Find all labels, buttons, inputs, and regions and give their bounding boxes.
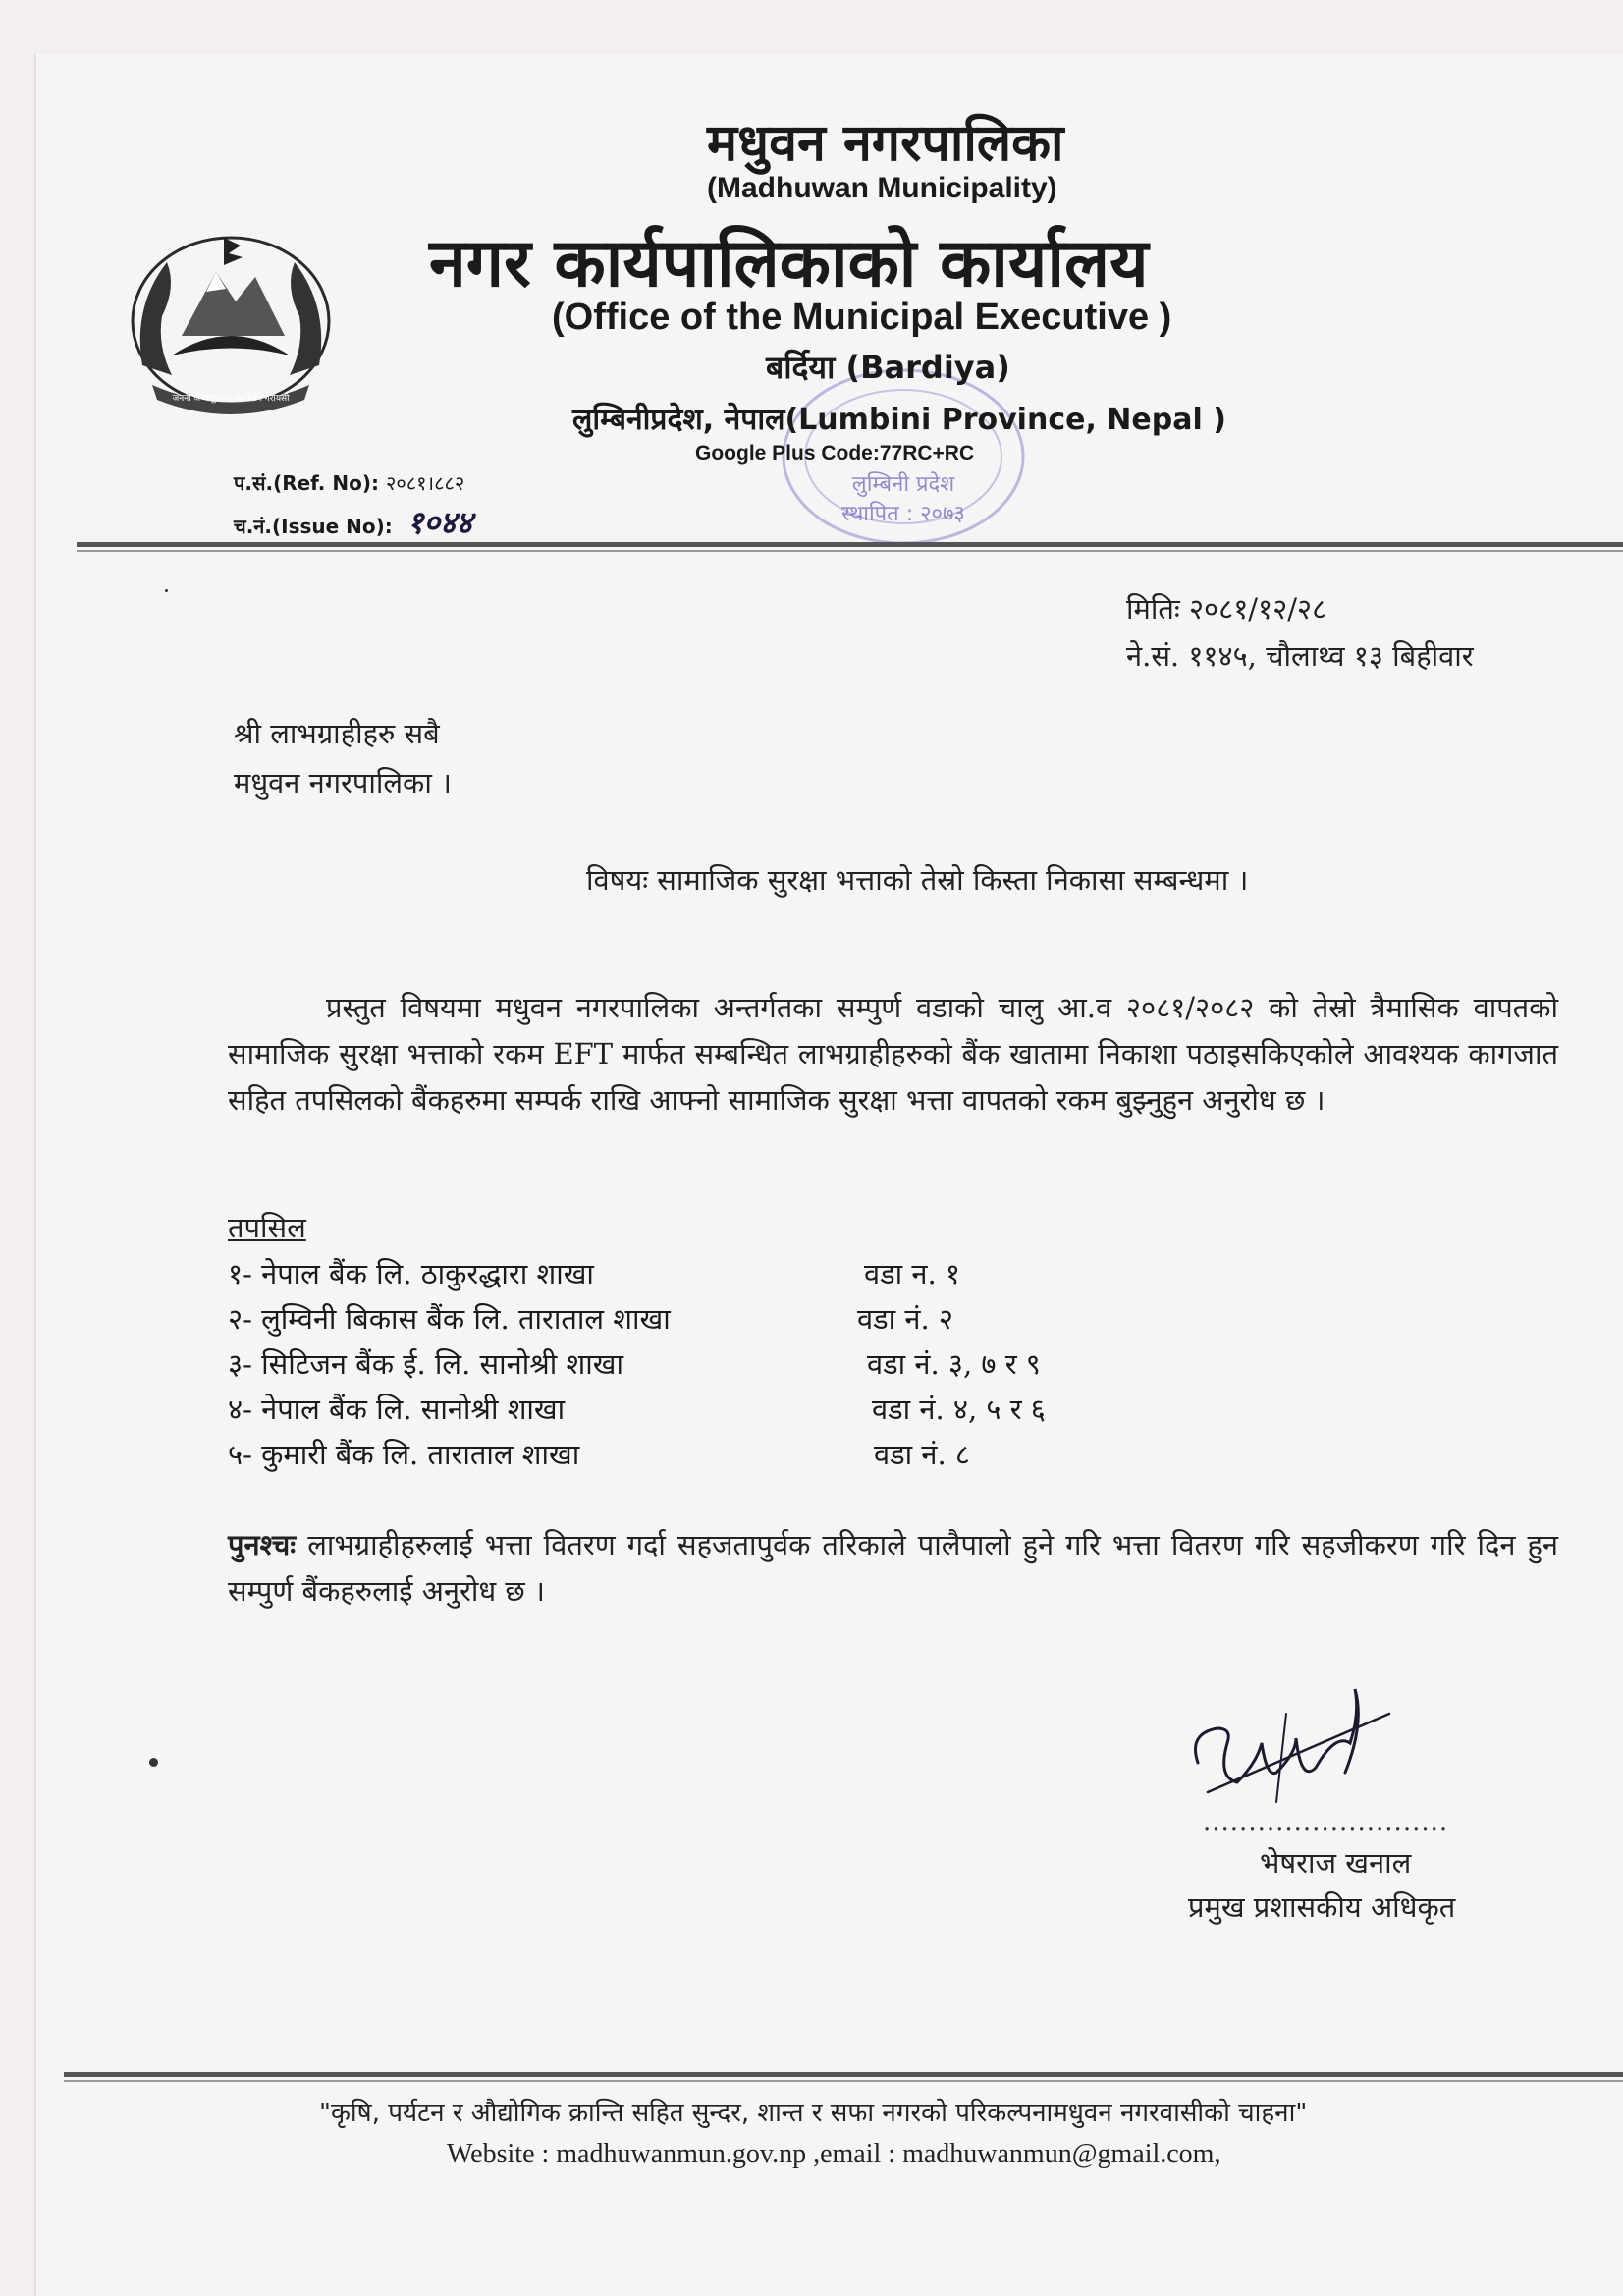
ref-value: २०८१।८८२ xyxy=(385,471,465,495)
recipient-line1: श्री लाभग्राहीहरु सबै xyxy=(234,717,440,750)
date-line: मितिः २०८१/१२/२८ xyxy=(1126,592,1327,626)
recipient-line2: मधुवन नगरपालिका । xyxy=(234,766,453,799)
footer-divider-thin xyxy=(64,2080,1623,2082)
subject-line: विषयः सामाजिक सुरक्षा भत्ताको तेस्रो किस्ता निकासा सम्बन्धमा । xyxy=(586,863,1249,897)
office-name-en: (Office of the Municipal Executive ) xyxy=(552,297,1172,338)
plus-code: Google Plus Code:77RC+RC xyxy=(695,442,975,465)
postscript-label: पुनश्चः xyxy=(228,1528,297,1561)
footer-divider xyxy=(64,2072,1623,2077)
issue-label: च.नं.(Issue No): xyxy=(234,515,393,538)
issue-value: १०४४ xyxy=(406,504,473,541)
postscript-text: लाभग्राहीहरुलाई भत्ता वितरण गर्दा सहजतापुर्वक तरिकाले पालैपालो हुने गरि भत्ता वितरण गरि सहजीकरण गरि दिन हुन सम्पुर्ण बैंकहरुलाई अनुरोध छ । xyxy=(228,1528,1558,1608)
header-divider xyxy=(77,542,1623,547)
bank-ward: वडा नं. २ xyxy=(857,1302,953,1336)
office-name-ne: नगर कार्यपालिकाको कार्यालय xyxy=(429,225,1149,302)
footer-contact: Website : madhuwanmun.gov.np ,email : madhuwanmun@gmail.com, xyxy=(447,2139,1221,2169)
bank-ward: वडा नं. ४, ५ र ६ xyxy=(872,1393,1046,1426)
bank-name: १- नेपाल बैंक लि. ठाकुरद्धारा शाखा xyxy=(228,1257,594,1290)
nepal-sambat-date: ने.सं. ११४५, चौलाथ्व १३ बिहीवार xyxy=(1126,639,1474,673)
stamp-line1: लुम्बिनी प्रदेश xyxy=(851,472,955,497)
bank-name: २- लुम्विनी बिकास बैंक लि. तारा‍ताल शाखा xyxy=(228,1302,671,1336)
municipality-name-en: (Madhuwan Municipality) xyxy=(707,172,1057,204)
footer-slogan: "कृषि, पर्यटन र औद्योगिक क्रान्ति सहित सुन्दर, शान्त र सफा नगरको परिकल्पनामधुवन नगरवासीको चाहना" xyxy=(319,2099,1308,2128)
issue-number xyxy=(234,501,472,543)
district-name: बर्दिया (Bardiya) xyxy=(766,349,1010,386)
ink-speck xyxy=(149,1758,158,1767)
signature-line: ........................... xyxy=(1203,1807,1449,1836)
header-divider-thin xyxy=(77,550,1623,552)
bank-ward: वडा नं. ८ xyxy=(874,1438,970,1471)
nepal-government-emblem-icon xyxy=(113,218,349,414)
postscript xyxy=(228,1522,1558,1614)
ref-label: प.सं.(Ref. No): xyxy=(234,471,379,495)
signatory-name: भेषराज खनाल xyxy=(1260,1846,1412,1880)
bank-name: ४- नेपाल बैंक लि. सानोश्री शाखा xyxy=(228,1393,566,1426)
bank-name: ३- सिटिजन बैंक ई. लि. सानोश्री शाखा xyxy=(228,1347,623,1381)
bank-name: ५- कुमारी बैंक लि. तारा‍ताल शाखा xyxy=(228,1438,580,1471)
bank-ward: वडा न. १ xyxy=(864,1257,960,1290)
signature-icon xyxy=(1178,1684,1404,1812)
body-paragraph xyxy=(228,985,1558,1123)
bank-ward: वडा नं. ३, ७ र ९ xyxy=(867,1347,1041,1381)
signatory-designation: प्रमुख प्रशासकीय अधिकृत xyxy=(1188,1890,1456,1924)
province-name: लुम्बिनीप्रदेश, नेपाल(Lumbini Province, Nepal ) xyxy=(572,403,1226,437)
ref-number xyxy=(234,469,464,496)
body-text: प्रस्तुत विषयमा मधुवन नगरपालिका अन्तर्गतका सम्पुर्ण वडाको चालु आ.व २०८१/२०८२ को तेस्रो त्रैमासिक वापतको सामाजिक सुरक्षा भत्ताको रकम EFT मार्फत सम्बन्धित लाभग्राहीहरुको बैंक खातामा निकाशा पठाइसकिएकोले आवश्यक कागजात सहित तपसिलको बैंकहरुमा सम्पर्क राखि आफ्नो सामाजिक सुरक्षा भत्ता वापतको रकम बुझ्नुहुन अनुरोध छ । xyxy=(228,991,1558,1117)
stamp-line2: स्थापित : २०७३ xyxy=(841,502,965,526)
emblem-motto: जननी जन्मभूमिश्च स्वर्गादपि गरीयसी xyxy=(172,394,290,404)
details-heading: तपसिल xyxy=(228,1211,306,1244)
municipality-name-ne: मधुवन नगरपालिका xyxy=(707,114,1064,173)
ink-speck xyxy=(165,589,168,592)
